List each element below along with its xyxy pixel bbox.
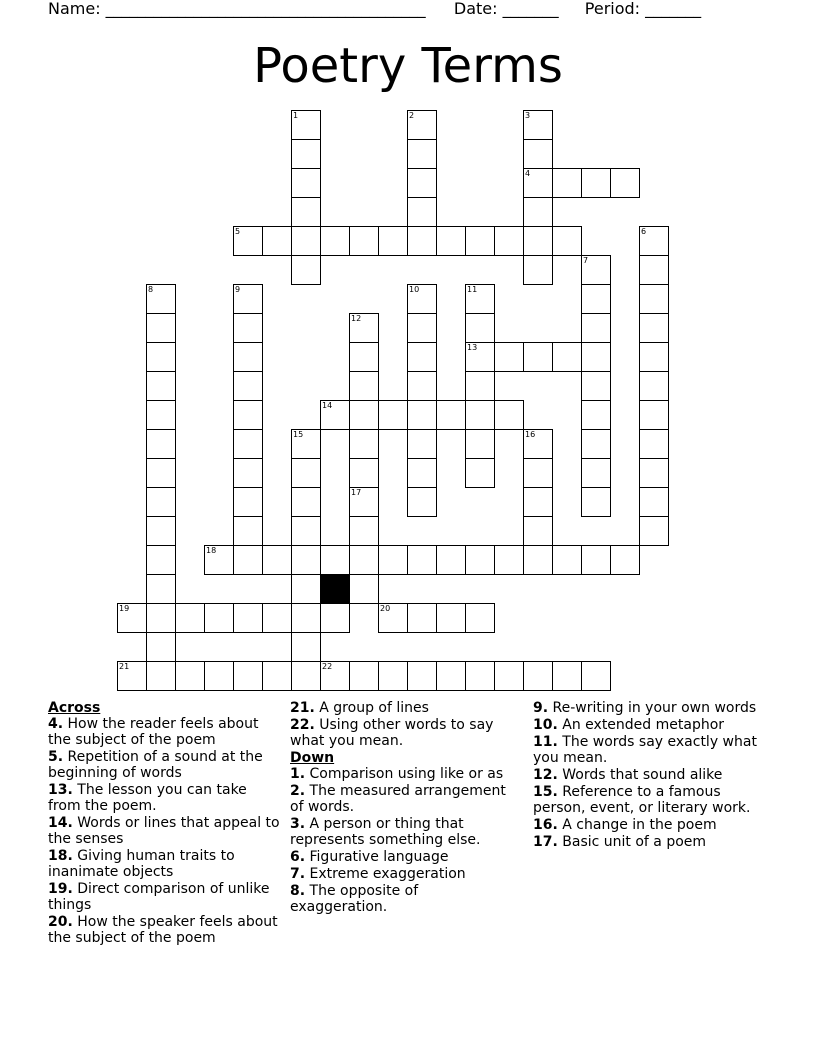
- clue-item: [290, 700, 515, 716]
- grid-cell[interactable]: [494, 400, 524, 430]
- black-cell: [320, 574, 350, 604]
- grid-cell[interactable]: [465, 545, 495, 575]
- grid-cell[interactable]: [291, 661, 321, 691]
- grid-cell[interactable]: [552, 661, 582, 691]
- grid-cell[interactable]: [233, 400, 263, 430]
- grid-cell[interactable]: [146, 603, 176, 633]
- grid-cell[interactable]: [523, 545, 553, 575]
- grid-cell[interactable]: [291, 429, 321, 459]
- grid-cell[interactable]: [523, 342, 553, 372]
- grid-cell[interactable]: [465, 603, 495, 633]
- grid-cell[interactable]: [349, 342, 379, 372]
- grid-cell[interactable]: [291, 603, 321, 633]
- grid-cell[interactable]: [639, 342, 669, 372]
- down-heading: Down: [290, 750, 335, 766]
- grid-cell[interactable]: [291, 458, 321, 488]
- grid-cell[interactable]: [465, 226, 495, 256]
- grid-cell[interactable]: [262, 545, 292, 575]
- clue-number-label: 7.: [290, 866, 306, 882]
- grid-cell[interactable]: [320, 603, 350, 633]
- grid-cell[interactable]: [291, 197, 321, 227]
- clue-item: [533, 700, 773, 716]
- clue-number-label: 9.: [533, 700, 549, 716]
- grid-cell[interactable]: [349, 429, 379, 459]
- grid-cell[interactable]: [523, 168, 553, 198]
- grid-cell[interactable]: [639, 400, 669, 430]
- grid-cell[interactable]: [552, 545, 582, 575]
- clue-number: 1: [293, 111, 299, 120]
- clue-text: Extreme exaggeration: [305, 866, 466, 882]
- clue-number-label: 16.: [533, 817, 558, 833]
- clue-text: How the reader feels about the subject of the poem: [48, 716, 259, 748]
- clue-number-label: 21.: [290, 700, 315, 716]
- clue-text: Giving human traits to inanimate objects: [48, 848, 235, 880]
- grid-cell[interactable]: [552, 342, 582, 372]
- clue-text: Figurative language: [305, 849, 449, 865]
- grid-cell[interactable]: [639, 226, 669, 256]
- grid-cell[interactable]: [233, 284, 263, 314]
- grid-cell[interactable]: [523, 226, 553, 256]
- grid-cell[interactable]: [523, 516, 553, 546]
- grid-cell[interactable]: [320, 226, 350, 256]
- grid-cell[interactable]: [581, 487, 611, 517]
- clue-number: 20: [380, 604, 391, 613]
- clue-number: 21: [119, 662, 130, 671]
- clue-number: 11: [467, 285, 478, 294]
- clue-item: [48, 914, 280, 946]
- clues-column-3: [533, 700, 773, 851]
- clue-number-label: 11.: [533, 734, 558, 750]
- grid-cell[interactable]: [523, 487, 553, 517]
- clue-number: 19: [119, 604, 130, 613]
- across-clues-list-continued: [290, 700, 515, 749]
- grid-cell[interactable]: [523, 110, 553, 140]
- clue-text: The lesson you can take from the poem.: [48, 782, 247, 814]
- clue-item: [533, 784, 773, 816]
- grid-cell[interactable]: [233, 429, 263, 459]
- grid-cell[interactable]: [146, 661, 176, 691]
- clue-number-label: 17.: [533, 834, 558, 850]
- grid-cell[interactable]: [552, 226, 582, 256]
- grid-cell[interactable]: [378, 545, 408, 575]
- grid-cell[interactable]: [494, 226, 524, 256]
- grid-cell[interactable]: [349, 458, 379, 488]
- grid-cell[interactable]: [233, 342, 263, 372]
- clue-number-label: 12.: [533, 767, 558, 783]
- clue-number: 17: [351, 488, 362, 497]
- clue-number: 15: [293, 430, 304, 439]
- clue-item: [290, 816, 515, 848]
- across-clues-list: [48, 716, 280, 946]
- clue-item: [290, 849, 515, 865]
- clue-item: [48, 782, 280, 814]
- grid-cell[interactable]: [523, 255, 553, 285]
- clue-item: [290, 883, 515, 915]
- grid-cell[interactable]: [378, 226, 408, 256]
- grid-cell[interactable]: [262, 226, 292, 256]
- clue-text: Using other words to say what you mean.: [290, 717, 494, 749]
- grid-cell[interactable]: [581, 168, 611, 198]
- grid-cell[interactable]: [639, 371, 669, 401]
- grid-cell[interactable]: [349, 400, 379, 430]
- grid-cell[interactable]: [146, 284, 176, 314]
- grid-cell[interactable]: [291, 574, 321, 604]
- clue-number-label: 5.: [48, 749, 64, 765]
- clue-number-label: 19.: [48, 881, 73, 897]
- clue-text: Words or lines that appeal to the senses: [48, 815, 280, 847]
- clue-number-label: 8.: [290, 883, 306, 899]
- grid-cell[interactable]: [349, 545, 379, 575]
- grid-cell[interactable]: [204, 603, 234, 633]
- clue-number: 3: [525, 111, 531, 120]
- grid-cell[interactable]: [639, 458, 669, 488]
- clue-text: Basic unit of a poem: [557, 834, 707, 850]
- grid-cell[interactable]: [639, 487, 669, 517]
- grid-cell[interactable]: [146, 371, 176, 401]
- grid-cell[interactable]: [465, 400, 495, 430]
- grid-cell[interactable]: [407, 400, 437, 430]
- grid-cell[interactable]: [407, 284, 437, 314]
- clue-number: 5: [235, 227, 241, 236]
- clue-number: 18: [206, 546, 217, 555]
- grid-cell[interactable]: [639, 255, 669, 285]
- grid-cell[interactable]: [552, 168, 582, 198]
- grid-cell[interactable]: [407, 226, 437, 256]
- grid-cell[interactable]: [233, 545, 263, 575]
- clue-item: [48, 881, 280, 913]
- grid-cell[interactable]: [291, 487, 321, 517]
- clue-number: 9: [235, 285, 241, 294]
- clue-number: 14: [322, 401, 333, 410]
- date-field[interactable]: Date: _______: [453, 0, 559, 18]
- period-field[interactable]: Period: _______: [584, 0, 702, 18]
- clue-text: The words say exactly what you mean.: [533, 734, 757, 766]
- grid-cell[interactable]: [349, 371, 379, 401]
- grid-cell[interactable]: [407, 371, 437, 401]
- grid-cell[interactable]: [639, 313, 669, 343]
- grid-cell[interactable]: [436, 400, 466, 430]
- clue-item: [533, 817, 773, 833]
- clue-text: Repetition of a sound at the beginning of words: [48, 749, 263, 781]
- grid-cell[interactable]: [407, 342, 437, 372]
- grid-cell[interactable]: [407, 487, 437, 517]
- grid-cell[interactable]: [523, 197, 553, 227]
- grid-cell[interactable]: [291, 168, 321, 198]
- down-clues-list-continued: [533, 700, 773, 850]
- clue-item: [48, 749, 280, 781]
- grid-cell[interactable]: [523, 458, 553, 488]
- clues-column-2: [290, 700, 515, 916]
- grid-cell[interactable]: [465, 342, 495, 372]
- clue-text: Words that sound alike: [557, 767, 723, 783]
- grid-cell[interactable]: [610, 168, 640, 198]
- grid-cell[interactable]: [291, 139, 321, 169]
- grid-cell[interactable]: [436, 661, 466, 691]
- clue-item: [533, 734, 773, 766]
- grid-cell[interactable]: [378, 400, 408, 430]
- grid-cell[interactable]: [581, 342, 611, 372]
- grid-cell[interactable]: [494, 545, 524, 575]
- grid-cell[interactable]: [291, 255, 321, 285]
- grid-cell[interactable]: [233, 661, 263, 691]
- grid-cell[interactable]: [407, 197, 437, 227]
- clue-text: Comparison using like or as: [305, 766, 504, 782]
- grid-cell[interactable]: [581, 284, 611, 314]
- grid-cell[interactable]: [262, 603, 292, 633]
- grid-cell[interactable]: [581, 313, 611, 343]
- down-clues-list: [290, 766, 515, 915]
- clue-text: The measured arrangement of words.: [290, 783, 506, 815]
- grid-cell[interactable]: [233, 226, 263, 256]
- clue-item: [48, 815, 280, 847]
- clue-number: 16: [525, 430, 536, 439]
- grid-cell[interactable]: [465, 284, 495, 314]
- clue-text: Direct comparison of unlike things: [48, 881, 270, 913]
- clue-number-label: 15.: [533, 784, 558, 800]
- grid-cell[interactable]: [465, 371, 495, 401]
- clue-number: 13: [467, 343, 478, 352]
- clue-number: 12: [351, 314, 362, 323]
- clue-item: [290, 766, 515, 782]
- clue-number: 7: [583, 256, 589, 265]
- clue-text: A change in the poem: [557, 817, 717, 833]
- grid-cell[interactable]: [436, 545, 466, 575]
- grid-cell[interactable]: [378, 661, 408, 691]
- grid-cell[interactable]: [349, 226, 379, 256]
- clue-text: Reference to a famous person, event, or literary work.: [533, 784, 751, 816]
- grid-cell[interactable]: [291, 516, 321, 546]
- grid-cell[interactable]: [523, 139, 553, 169]
- across-heading: Across: [48, 700, 101, 716]
- grid-cell[interactable]: [175, 603, 205, 633]
- grid-cell[interactable]: [349, 574, 379, 604]
- clue-number-label: 18.: [48, 848, 73, 864]
- clue-number-label: 6.: [290, 849, 306, 865]
- grid-cell[interactable]: [146, 487, 176, 517]
- grid-cell[interactable]: [407, 313, 437, 343]
- clue-item: [533, 834, 773, 850]
- grid-cell[interactable]: [407, 545, 437, 575]
- grid-cell[interactable]: [407, 168, 437, 198]
- clue-number: 8: [148, 285, 154, 294]
- clue-number-label: 13.: [48, 782, 73, 798]
- grid-cell[interactable]: [349, 487, 379, 517]
- grid-cell[interactable]: [436, 603, 466, 633]
- grid-cell[interactable]: [523, 661, 553, 691]
- grid-cell[interactable]: [291, 632, 321, 662]
- grid-cell[interactable]: [320, 661, 350, 691]
- grid-cell[interactable]: [233, 487, 263, 517]
- clue-number-label: 14.: [48, 815, 73, 831]
- clue-text: The opposite of exaggeration.: [290, 883, 419, 915]
- grid-cell[interactable]: [581, 458, 611, 488]
- clue-number-label: 2.: [290, 783, 306, 799]
- grid-cell[interactable]: [291, 110, 321, 140]
- grid-cell[interactable]: [291, 226, 321, 256]
- grid-cell[interactable]: [407, 603, 437, 633]
- grid-cell[interactable]: [581, 661, 611, 691]
- grid-cell[interactable]: [233, 458, 263, 488]
- clue-item: [48, 848, 280, 880]
- clue-number: 22: [322, 662, 333, 671]
- grid-cell[interactable]: [320, 545, 350, 575]
- clue-text: Re-writing in your own words: [548, 700, 757, 716]
- grid-cell[interactable]: [494, 342, 524, 372]
- grid-cell[interactable]: [204, 545, 234, 575]
- grid-cell[interactable]: [639, 284, 669, 314]
- clue-number: 4: [525, 169, 531, 178]
- header: [48, 0, 701, 18]
- clue-text: A person or thing that represents something else.: [290, 816, 481, 848]
- grid-cell[interactable]: [117, 661, 147, 691]
- grid-cell[interactable]: [146, 516, 176, 546]
- clue-number-label: 4.: [48, 716, 64, 732]
- grid-cell[interactable]: [581, 255, 611, 285]
- clue-text: How the speaker feels about the subject of the poem: [48, 914, 278, 946]
- grid-cell[interactable]: [349, 661, 379, 691]
- name-field[interactable]: Name: ________________________________________: [48, 0, 426, 18]
- grid-cell[interactable]: [407, 458, 437, 488]
- clue-number-label: 3.: [290, 816, 306, 832]
- grid-cell[interactable]: [407, 429, 437, 459]
- clue-number-label: 1.: [290, 766, 306, 782]
- grid-cell[interactable]: [233, 603, 263, 633]
- clue-number-label: 20.: [48, 914, 73, 930]
- grid-cell[interactable]: [407, 110, 437, 140]
- grid-cell[interactable]: [639, 429, 669, 459]
- grid-cell[interactable]: [233, 516, 263, 546]
- clue-item: [290, 717, 515, 749]
- grid-cell[interactable]: [407, 661, 437, 691]
- grid-cell[interactable]: [146, 342, 176, 372]
- grid-cell[interactable]: [581, 429, 611, 459]
- grid-cell[interactable]: [610, 545, 640, 575]
- grid-cell[interactable]: [320, 400, 350, 430]
- grid-cell[interactable]: [407, 139, 437, 169]
- grid-cell[interactable]: [146, 429, 176, 459]
- grid-cell[interactable]: [465, 458, 495, 488]
- grid-cell[interactable]: [581, 371, 611, 401]
- grid-cell[interactable]: [146, 400, 176, 430]
- clue-item: [533, 717, 773, 733]
- grid-cell[interactable]: [465, 661, 495, 691]
- grid-cell[interactable]: [581, 400, 611, 430]
- grid-cell[interactable]: [349, 516, 379, 546]
- grid-cell[interactable]: [262, 661, 292, 691]
- grid-cell[interactable]: [523, 429, 553, 459]
- grid-cell[interactable]: [204, 661, 234, 691]
- grid-cell[interactable]: [175, 661, 205, 691]
- clue-text: A group of lines: [314, 700, 429, 716]
- clue-number: 10: [409, 285, 420, 294]
- grid-cell[interactable]: [146, 313, 176, 343]
- clue-number-label: 22.: [290, 717, 315, 733]
- clue-item: [533, 767, 773, 783]
- clue-number: 2: [409, 111, 415, 120]
- grid-cell[interactable]: [233, 371, 263, 401]
- grid-cell[interactable]: [117, 603, 147, 633]
- clues-column-1: [48, 700, 280, 947]
- grid-cell[interactable]: [581, 545, 611, 575]
- grid-cell[interactable]: [146, 632, 176, 662]
- clue-item: [290, 783, 515, 815]
- grid-cell[interactable]: [146, 458, 176, 488]
- grid-cell[interactable]: [378, 603, 408, 633]
- clue-number-label: 10.: [533, 717, 558, 733]
- grid-cell[interactable]: [146, 574, 176, 604]
- clue-item: [48, 716, 280, 748]
- clue-number: 6: [641, 227, 647, 236]
- grid-cell[interactable]: [291, 545, 321, 575]
- page-title: Poetry Terms: [253, 38, 563, 94]
- grid-cell[interactable]: [639, 516, 669, 546]
- clue-item: [290, 866, 515, 882]
- grid-cell[interactable]: [349, 313, 379, 343]
- clue-text: An extended metaphor: [557, 717, 725, 733]
- grid-cell[interactable]: [146, 545, 176, 575]
- grid-cell[interactable]: [494, 661, 524, 691]
- grid-cell[interactable]: [465, 429, 495, 459]
- grid-cell[interactable]: [465, 313, 495, 343]
- grid-cell[interactable]: [436, 226, 466, 256]
- grid-cell[interactable]: [233, 313, 263, 343]
